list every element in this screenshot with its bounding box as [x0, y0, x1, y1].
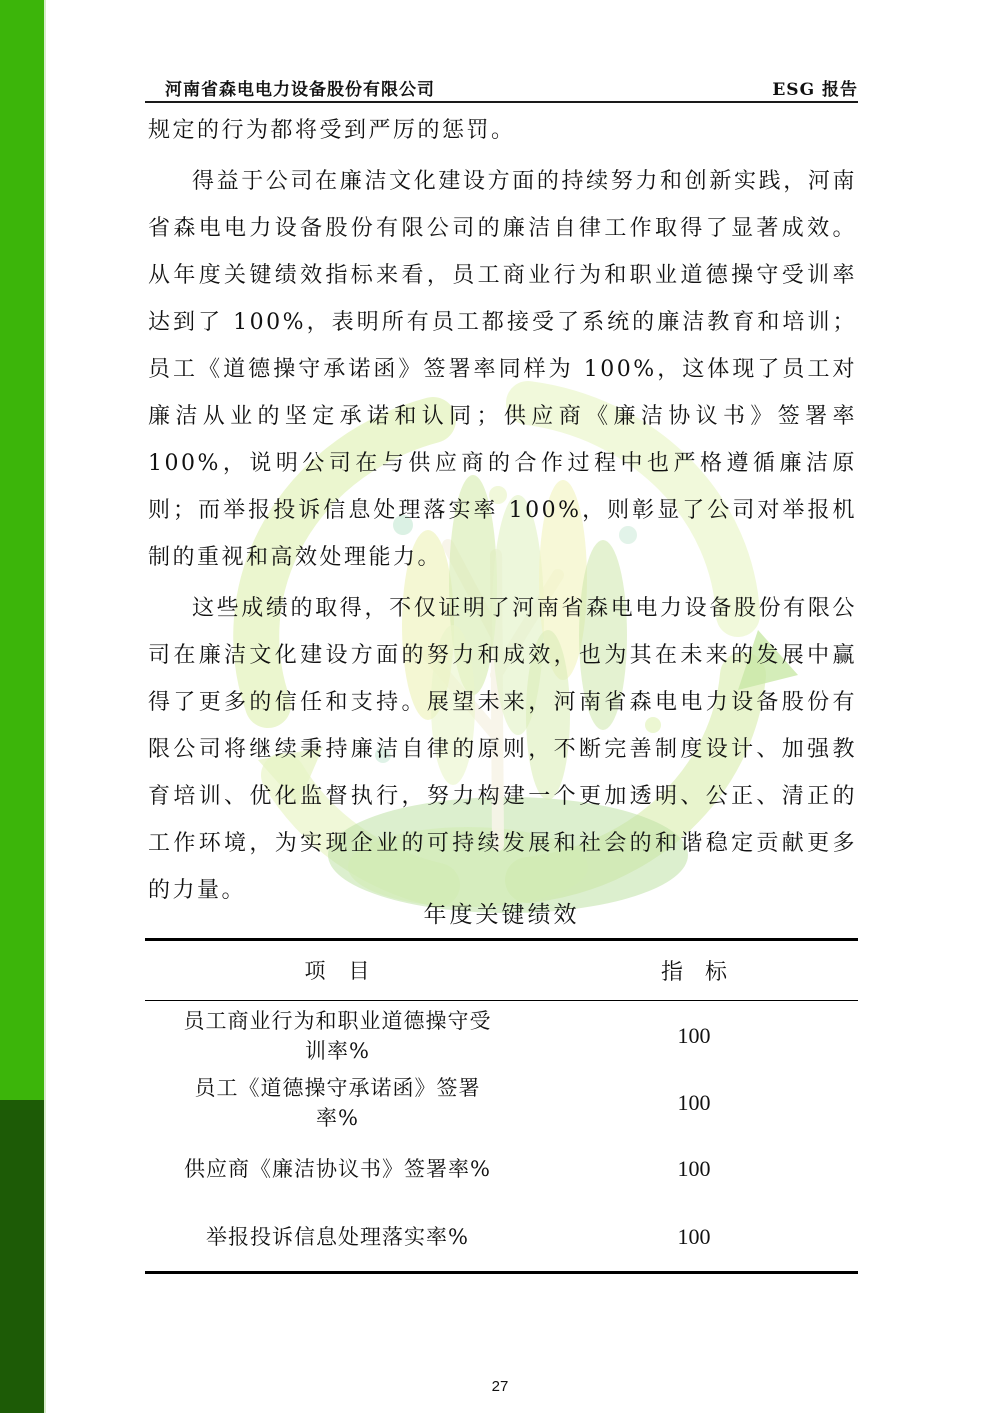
kpi-item-value: 100	[677, 1224, 711, 1249]
kpi-table-header-value: 指 标	[660, 959, 727, 984]
header-doc-type: ESG 报告	[772, 80, 858, 100]
page-number: 27	[491, 1378, 509, 1395]
header-rule	[145, 101, 858, 103]
table-row	[145, 1135, 858, 1203]
kpi-table-header-row	[145, 941, 858, 1001]
kpi-item-label: 供应商《廉洁协议书》签署率%	[184, 1157, 491, 1181]
kpi-table-header-item: 项 目	[304, 958, 371, 983]
body-text-block	[148, 107, 857, 914]
kpi-table-title: 年度关键绩效	[423, 902, 580, 928]
header-company-name: 河南省森电电力设备股份有限公司	[165, 80, 435, 100]
paragraph-continuation: 规定的行为都将受到严厉的惩罚。	[148, 118, 516, 143]
kpi-item-label: 员工商业行为和职业道德操守受训率%	[183, 1009, 492, 1063]
kpi-item-value: 100	[677, 1090, 711, 1115]
kpi-item-label: 员工《道德操守承诺函》签署率%	[194, 1076, 481, 1130]
paragraph-achievements: 得益于公司在廉洁文化建设方面的持续努力和创新实践，河南省森电电力设备股份有限公司的廉洁自律工作取得了显著成效。从年度关键绩效指标来看，员工商业行为和职业道德操守受训率达到了 100%，表明所有员工都接受了系统的廉洁教育和培训；员工《道德操守承诺函》签署率同样为 100%，这体现了员工对廉洁从业的坚定承诺和认同；供应商《廉洁协议书》签署率 100%，说明公司在与供应商的合作过程中也严格遵循廉洁原则；而举报投诉信息处理落实率 100%，则彰显了公司对举报机制的重视和高效处理能力。	[148, 169, 857, 570]
kpi-item-value: 100	[677, 1156, 711, 1181]
table-row	[145, 1203, 858, 1271]
kpi-item-value: 100	[677, 1023, 711, 1048]
running-header	[145, 72, 858, 100]
kpi-table	[145, 938, 858, 1274]
paragraph-outlook: 这些成绩的取得，不仅证明了河南省森电电力设备股份有限公司在廉洁文化建设方面的努力和成效，也为其在未来的发展中赢得了更多的信任和支持。展望未来，河南省森电电力设备股份有限公司将继续秉持廉洁自律的原则，不断完善制度设计、加强教育培训、优化监督执行，努力构建一个更加透明、公正、清正的工作环境，为实现企业的可持续发展和社会的和谐稳定贡献更多的力量。	[148, 596, 857, 903]
kpi-item-label: 举报投诉信息处理落实率%	[206, 1225, 469, 1249]
table-row	[145, 1071, 858, 1135]
table-row	[145, 1001, 858, 1071]
